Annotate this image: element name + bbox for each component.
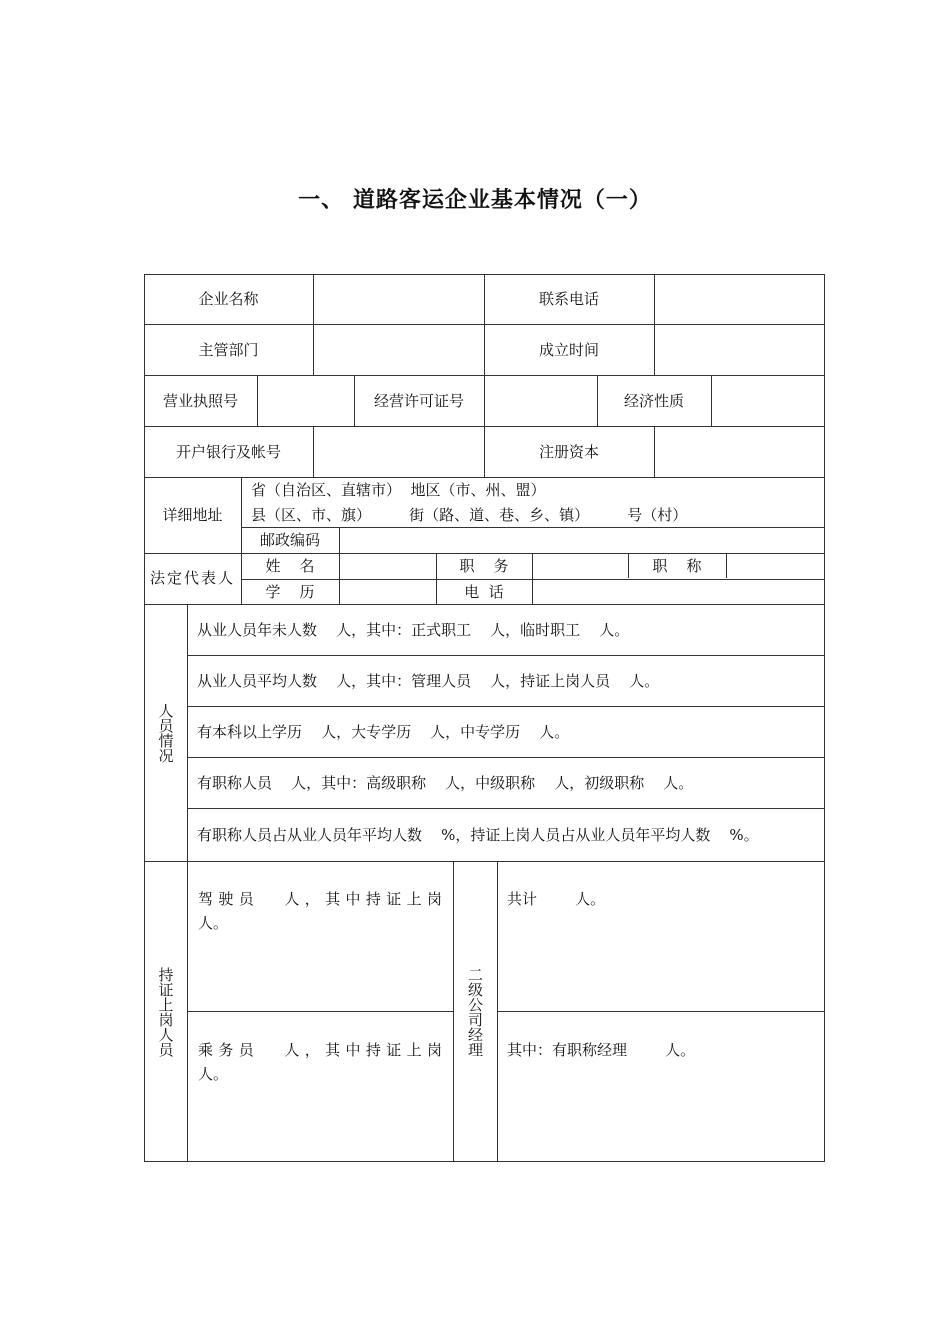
- economic-field[interactable]: [711, 375, 825, 426]
- address-line-2: 县（区、市、旗） 街（路、道、巷、乡、镇） 号（村）: [251, 505, 688, 524]
- license-field[interactable]: [257, 375, 354, 426]
- postcode-label: 邮政编码: [259, 531, 320, 549]
- staff-line-5: 有职称人员占从业人员年平均人数 %，持证上岗人员占从业人员年平均人数 %。: [197, 825, 759, 844]
- driver-count: 驾 驶 员 人 ， 其 中 持 证 上 岗 人。: [198, 890, 466, 932]
- rep-tel-field[interactable]: [532, 579, 825, 604]
- rep-title-field[interactable]: [726, 553, 825, 578]
- rep-position-label: 职 务: [459, 556, 509, 575]
- rep-education-field[interactable]: [339, 579, 436, 604]
- capital-field[interactable]: [654, 426, 825, 477]
- staff-line-2: 从业人员平均人数 人，其中：管理人员 人，持证上岗人员 人。: [197, 671, 660, 690]
- staff-section-label: 人员情况: [156, 702, 175, 763]
- rep-title-label: 职 称: [652, 556, 702, 575]
- rep-name-field[interactable]: [339, 553, 436, 578]
- rep-name-label: 姓 名: [265, 556, 315, 575]
- rep-tel-label: 电 话: [464, 582, 504, 601]
- phone-label: 联系电话: [538, 290, 599, 308]
- dept-label: 主管部门: [198, 340, 259, 359]
- legal-rep-label: 法定代表人: [149, 569, 235, 587]
- staff-line-1: 从业人员年未人数 人，其中：正式职工 人，临时职工 人。: [197, 620, 630, 639]
- company-name-field[interactable]: [313, 274, 484, 324]
- bank-label: 开户银行及帐号: [175, 442, 281, 461]
- rep-position-field[interactable]: [532, 553, 628, 578]
- economic-label: 经济性质: [623, 391, 684, 410]
- dept-field[interactable]: [313, 324, 484, 375]
- bank-field[interactable]: [313, 426, 484, 477]
- founded-field[interactable]: [654, 324, 825, 375]
- titled-manager-count: 其中：有职称经理 人。: [507, 1041, 696, 1059]
- postcode-field[interactable]: [339, 527, 825, 553]
- permit-label: 经营许可证号: [373, 391, 464, 410]
- founded-label: 成立时间: [538, 340, 599, 359]
- page-title: 一、 道路客运企业基本情况（一）: [298, 188, 652, 213]
- row-divider: [497, 1011, 825, 1012]
- attendant-count: 乘 务 员 人 ， 其 中 持 证 上 岗 人。: [198, 1041, 466, 1083]
- company-name-label: 企业名称: [198, 290, 259, 308]
- phone-field[interactable]: [654, 274, 825, 324]
- certified-section-label: 持证上岗人员: [156, 966, 175, 1057]
- address-label: 详细地址: [162, 506, 223, 524]
- row-divider: [187, 1011, 453, 1012]
- address-line-1: 省（自治区、直辖市） 地区（市、州、盟）: [251, 480, 546, 499]
- col-divider: [497, 861, 498, 1162]
- permit-field[interactable]: [484, 375, 597, 426]
- rep-education-label: 学 历: [265, 582, 315, 601]
- license-label: 营业执照号: [162, 391, 238, 410]
- manager-total: 共计 人。: [507, 890, 606, 908]
- manager-section-label: 二级公司经理: [466, 966, 484, 1057]
- staff-line-3: 有本科以上学历 人，大专学历 人，中专学历 人。: [197, 722, 570, 741]
- staff-line-4: 有职称人员 人，其中：高级职称 人，中级职称 人，初级职称 人。: [197, 773, 694, 792]
- capital-label: 注册资本: [538, 442, 599, 461]
